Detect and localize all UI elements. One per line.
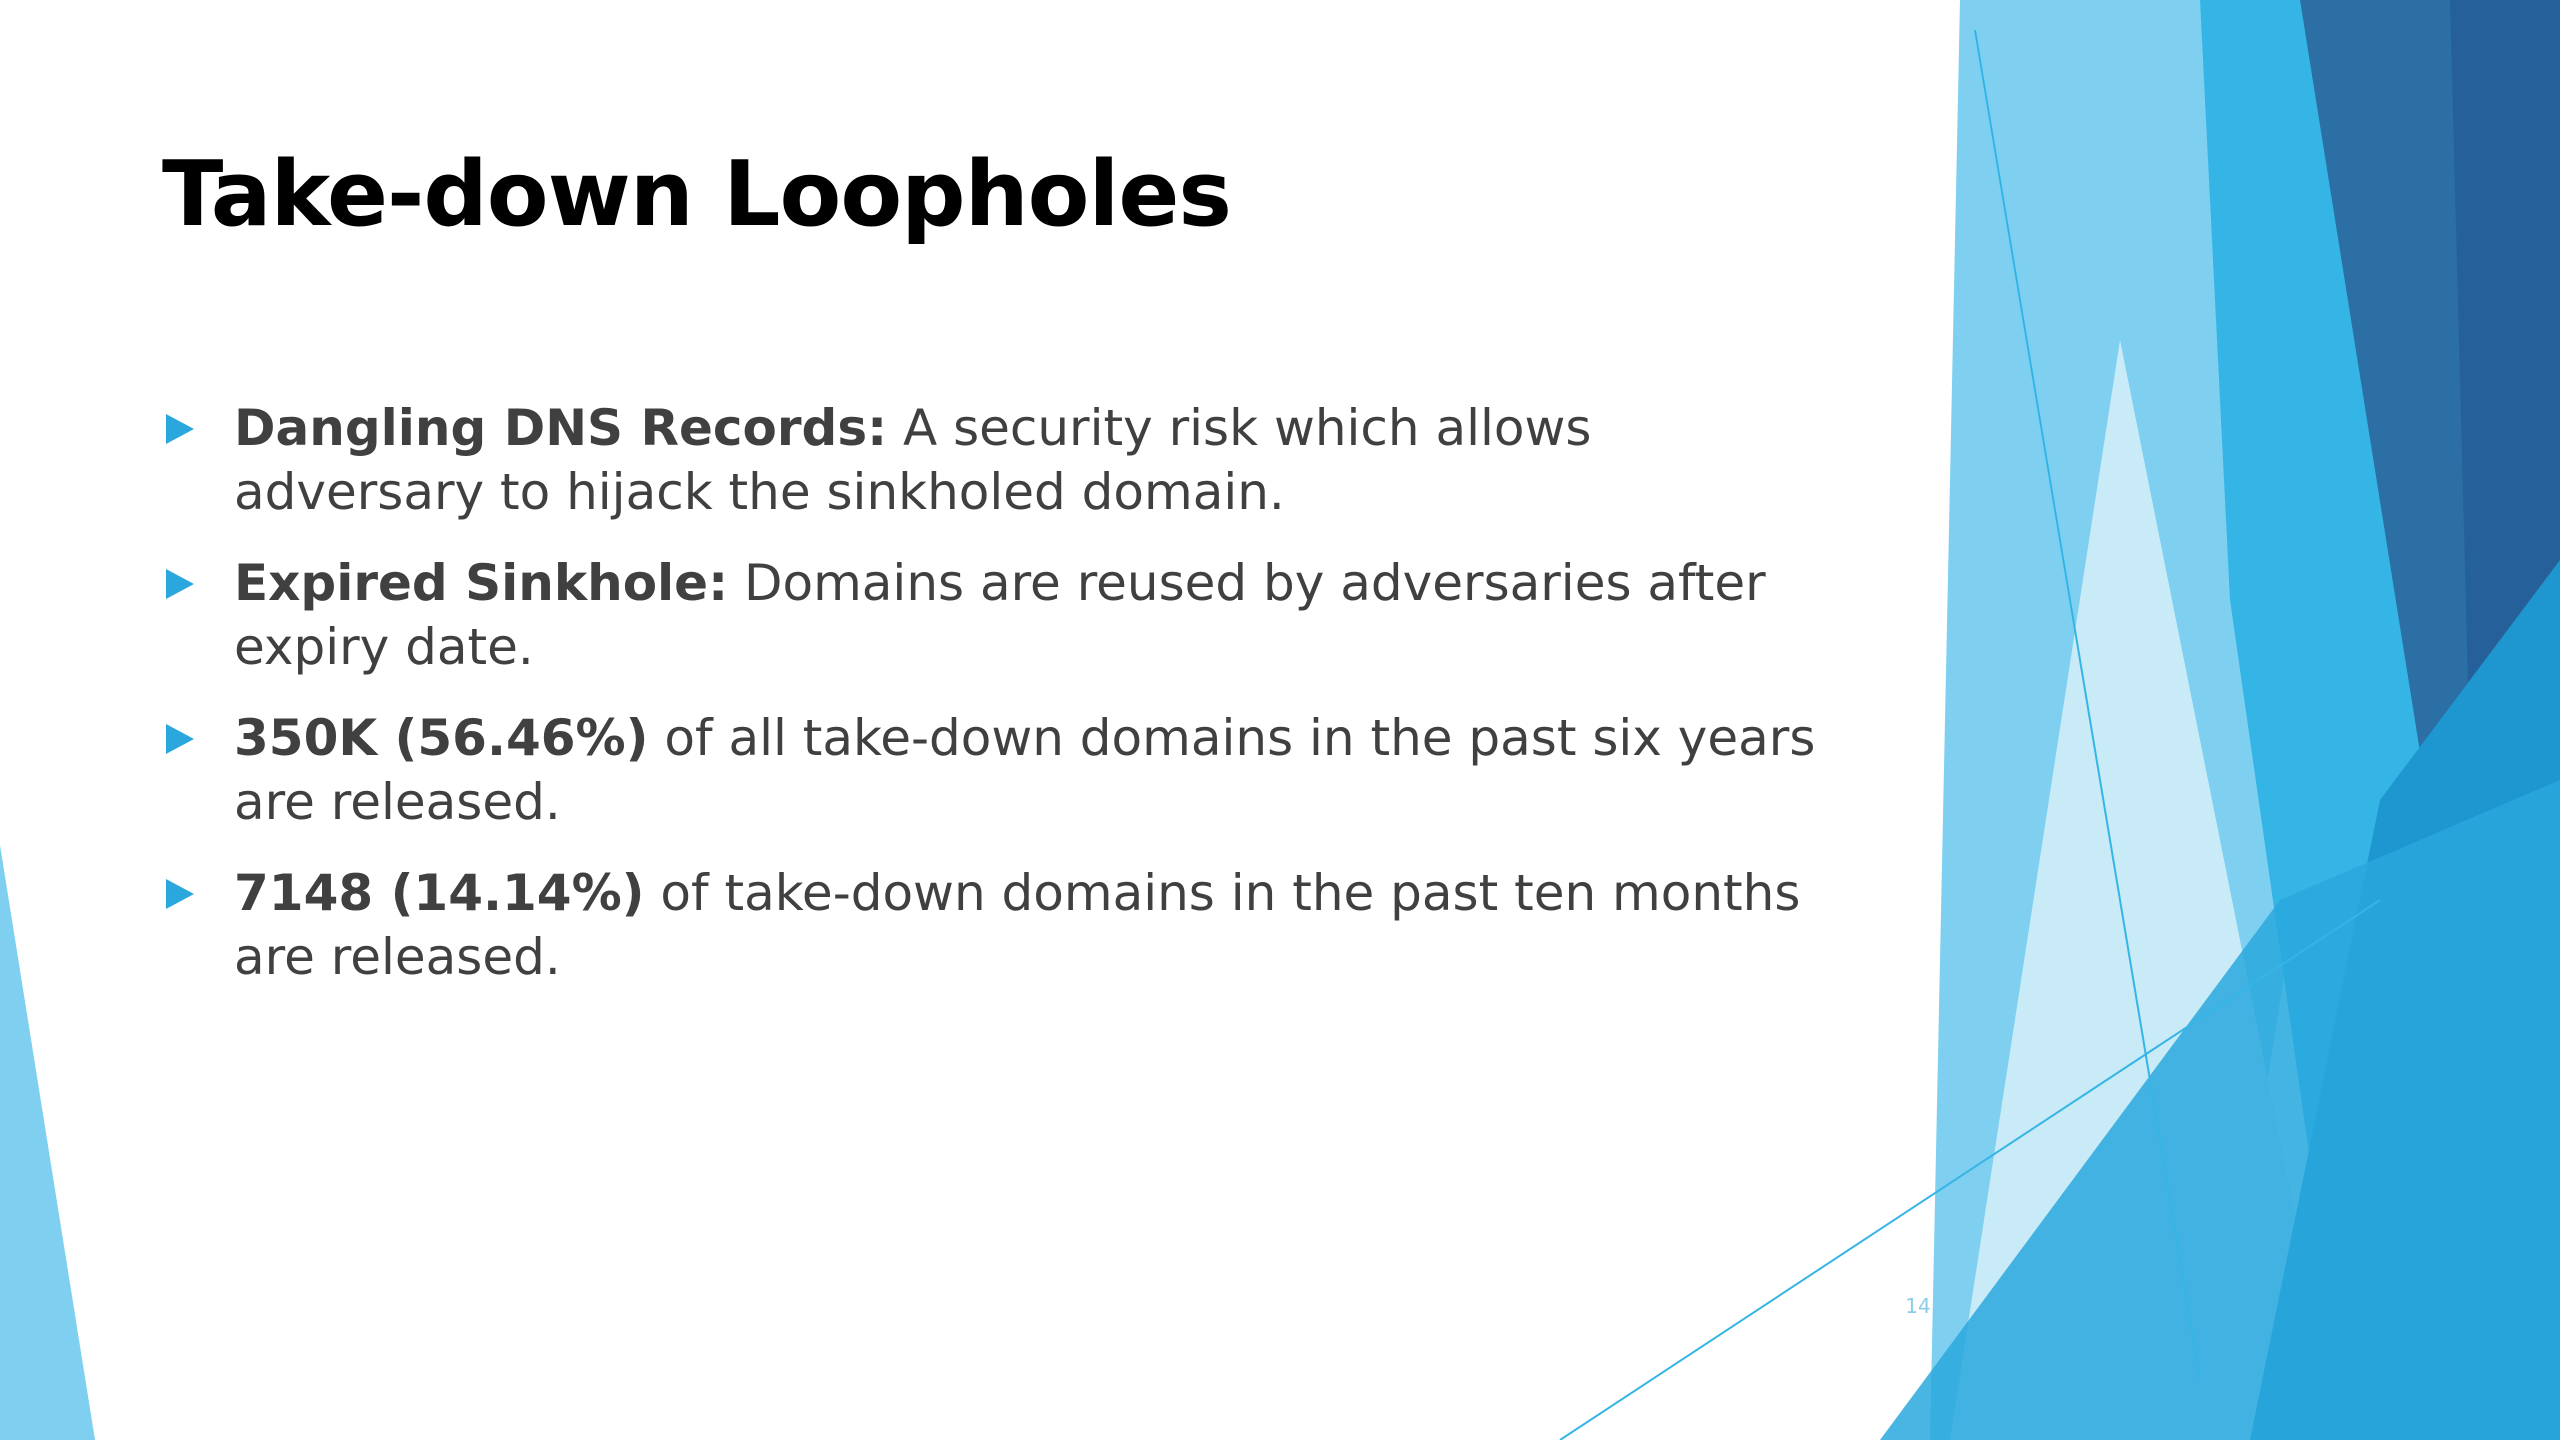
page-number: 14 [1905,1294,1931,1318]
bullet-lead: 7148 (14.14%) [234,864,645,922]
bullet-lead: Expired Sinkhole: [234,554,729,612]
bullet-item-7148-released [160,861,1840,989]
slide-title: Take-down Loopholes [162,142,1231,247]
triangle-right-icon [166,724,194,754]
triangle-right-icon [166,569,194,599]
bullet-text: A security risk which allows adversary to hijack the sinkholed domain. [234,399,1592,521]
bullet-lead: Dangling DNS Records: [234,399,888,457]
left-decor-facet [0,845,95,1440]
bullet-text: of take-down domains in the past ten months are released. [234,864,1801,986]
triangle-right-icon [166,879,194,909]
bullet-item-350k-released [160,706,1840,834]
bullet-lead: 350K (56.46%) [234,709,649,767]
bullet-text: Domains are reused by adversaries after expiry date. [234,554,1766,676]
bullet-list [160,396,1840,1016]
bullet-text: of all take-down domains in the past six years are released. [234,709,1816,831]
bullet-item-dangling-dns [160,396,1840,524]
triangle-right-icon [166,414,194,444]
bullet-item-expired-sinkhole [160,551,1840,679]
